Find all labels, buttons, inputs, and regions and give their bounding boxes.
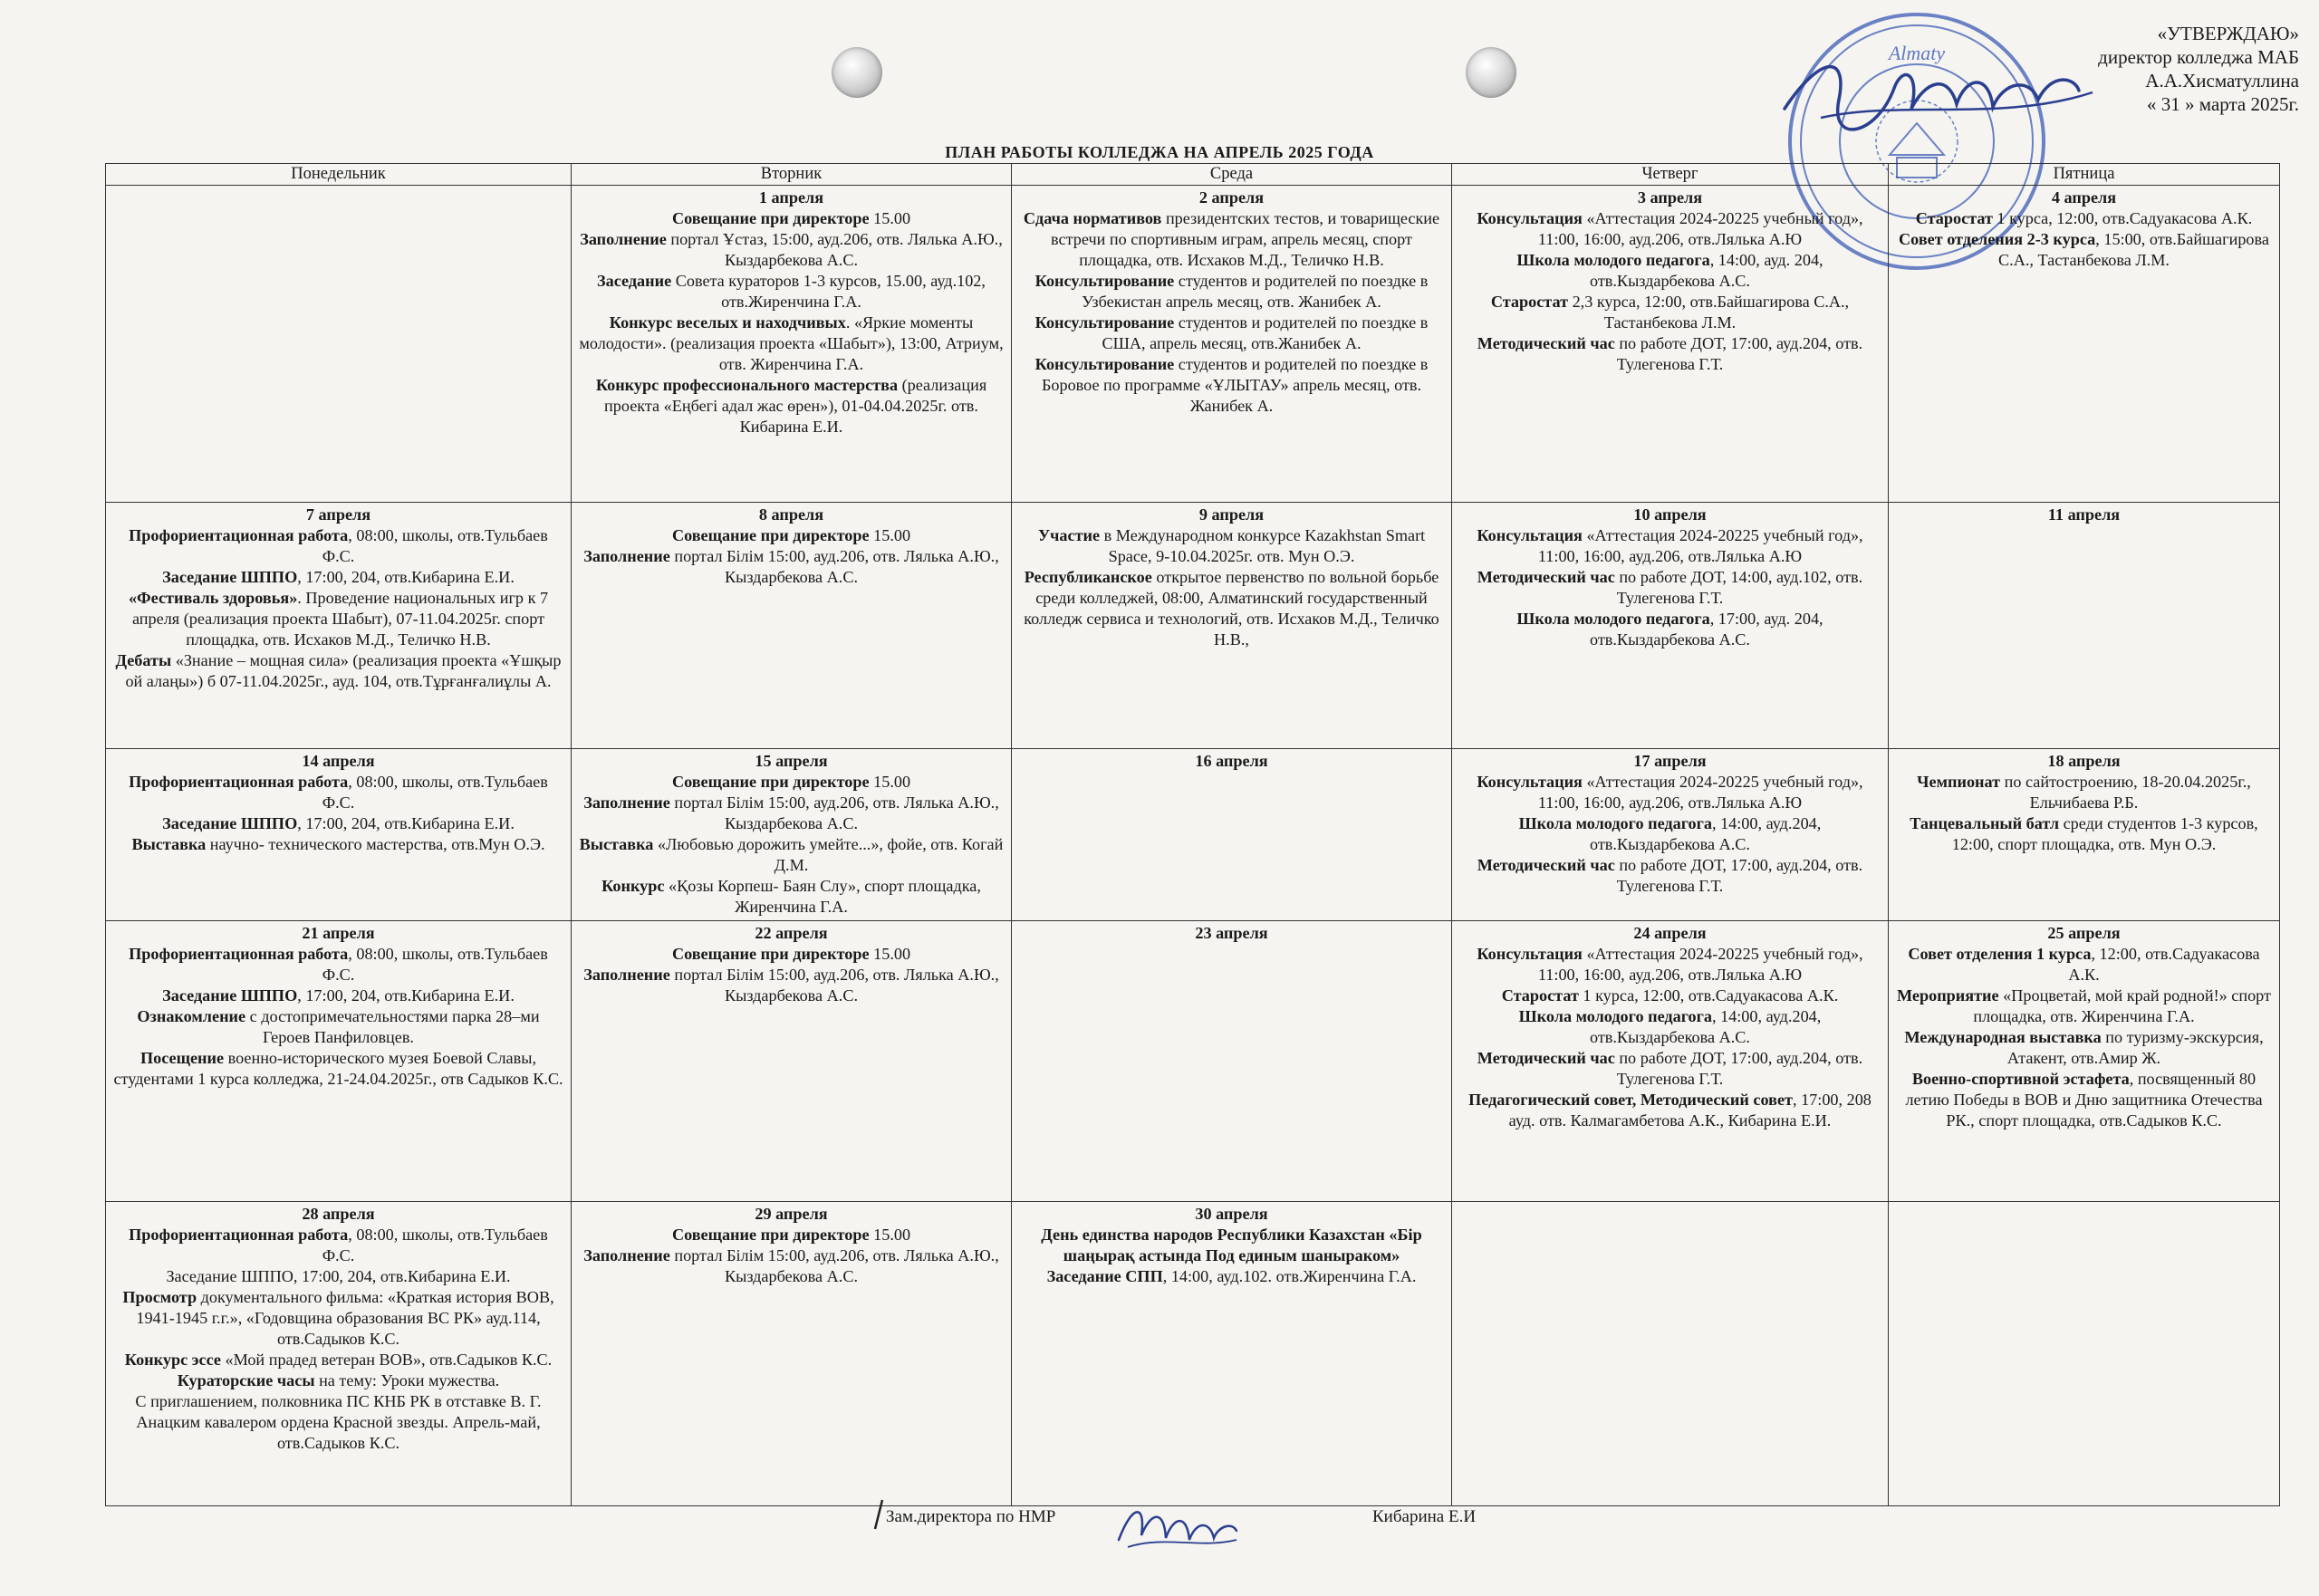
event-details: 15.00: [869, 209, 911, 227]
event-details: , 17:00, 204, отв.Кибарина Е.И.: [297, 986, 515, 1005]
plan-event: [1894, 985, 2274, 1027]
event-title: Совещание при директоре: [671, 945, 870, 963]
plan-event: [1894, 813, 2274, 855]
event-title: Старостат: [1915, 209, 1993, 227]
plan-event: [1458, 944, 1882, 985]
day-cell: [1012, 186, 1452, 503]
week-row: [106, 921, 2280, 1202]
event-title: Методический час: [1477, 334, 1615, 352]
event-title: Заседание ШППО: [162, 986, 298, 1005]
event-details: «Аттестация 2024-20225 учебный год», 11:00, 16:00, ауд.206, отв.Лялька А.Ю: [1537, 209, 1863, 248]
event-details: научно- технического мастерства, отв.Мун О.Э.: [206, 835, 545, 853]
event-details: документального фильма: «Краткая история ВОВ, 1941-1945 г.г.», «Годовщина образования ВС РК» ауд.114, отв.Садыков К.С.: [136, 1288, 554, 1348]
day-cell: [1012, 1202, 1452, 1506]
plan-event: [111, 1048, 565, 1090]
approval-director-name: А.А.Хисматуллина: [2145, 70, 2299, 91]
event-title: Кураторские часы: [177, 1371, 315, 1389]
event-details: 1 курса, 12:00, отв.Садуакасова А.К.: [1992, 209, 2253, 227]
day-date: 24 апреля: [1633, 924, 1707, 942]
event-details: «Знание – мощная сила» (реализация проекта «Ұшқыр ой алаңы») б 07-11.04.2025г., ауд. 104, отв.Тұрғанғалиұлы А.: [125, 651, 562, 690]
plan-event: [1017, 208, 1446, 271]
event-details: , 12:00, отв.Садуакасова А.К.: [2068, 945, 2260, 984]
plan-event: [1894, 944, 2274, 985]
event-details: с достопримечательностями парка 28–ми Героев Панфиловцев.: [245, 1007, 540, 1046]
day-cell: [572, 186, 1012, 503]
event-details: военно-исторического музея Боевой Славы, студентами 1 курса колледжа, 21-24.04.2025г., отв Садыков К.С.: [113, 1049, 563, 1088]
event-details: , 08:00, школы, отв.Тульбаев Ф.С.: [322, 945, 548, 984]
event-details: (реализация проекта «Еңбегі адал жас өрен»), 01-04.04.2025г. отв. Кибарина Е.И.: [604, 376, 987, 436]
event-details: портал Білім 15:00, ауд.206, отв. Лялька А.Ю., Кыздарбекова А.С.: [669, 547, 999, 586]
plan-event: [111, 944, 565, 985]
event-details: «Любовью дорожить умейте...», фойе, отв. Когай Д.М.: [653, 835, 1004, 874]
week-row: [106, 1202, 2280, 1506]
plan-event: [111, 567, 565, 588]
plan-event: [577, 834, 1006, 876]
day-date: 9 апреля: [1198, 505, 1265, 524]
plan-event: [577, 876, 1006, 918]
deputy-signature: [1110, 1495, 1246, 1558]
plan-event: [111, 1350, 565, 1370]
plan-event: [111, 588, 565, 650]
event-title: Консультирование: [1034, 313, 1175, 332]
day-cell: [1452, 749, 1889, 921]
day-cell: [572, 503, 1012, 749]
plan-event: [1017, 271, 1446, 312]
header-thursday: Четверг: [1452, 164, 1889, 186]
event-title: Школа молодого педагога: [1516, 610, 1710, 628]
event-title: Выставка: [579, 835, 654, 853]
event-details: портал Білім 15:00, ауд.206, отв. Лялька А.Ю., Кыздарбекова А.С.: [669, 793, 999, 832]
svg-text:Almaty: Almaty: [1888, 42, 1946, 64]
plan-event: [1017, 525, 1446, 567]
director-signature: [1766, 36, 2111, 145]
day-cell: [1452, 921, 1889, 1202]
day-date: 3 апреля: [1637, 188, 1703, 207]
punch-hole: [832, 47, 882, 98]
event-details: по работе ДОТ, 17:00, ауд.204, отв. Тулегенова Г.Т.: [1614, 856, 1863, 895]
plan-event: [1458, 208, 1882, 250]
event-details: , 14:00, ауд.102. отв.Жиренчина Г.А.: [1162, 1267, 1417, 1285]
event-title: Посещение: [140, 1049, 225, 1067]
punch-hole: [1466, 47, 1516, 98]
header-friday: Пятница: [1889, 164, 2280, 186]
event-title: Консультирование: [1034, 272, 1175, 290]
header-tuesday: Вторник: [572, 164, 1012, 186]
plan-event: [111, 1225, 565, 1266]
day-date: 16 апреля: [1195, 752, 1268, 770]
event-title: Методический час: [1477, 1049, 1615, 1067]
day-date: 17 апреля: [1633, 752, 1707, 770]
event-details: «Аттестация 2024-20225 учебный год», 11:00, 16:00, ауд.206, отв.Лялька А.Ю: [1537, 773, 1863, 812]
event-title: Педагогический совет, Методический совет: [1468, 1091, 1793, 1109]
day-date: 15 апреля: [755, 752, 828, 770]
header-monday: Понедельник: [106, 164, 572, 186]
event-details: студентов и родителей по поездке в США, апрель месяц, отв.Жанибек А.: [1102, 313, 1429, 352]
plan-event: [1017, 1266, 1446, 1287]
event-title: Заполнение: [583, 547, 670, 565]
event-details: «Мой прадед ветеран ВОВ», отв.Садыков К.С.: [220, 1351, 553, 1369]
event-details: . Проведение национальных игр к 7 апреля (реализация проекта Шабыт), 07-11.04.2025г. спорт площадка, отв. Исхаков М.Д., Теличко Н.В.: [131, 589, 549, 649]
event-details: Совета кураторов 1-3 курсов, 15.00, ауд.102, отв.Жиренчина Г.А.: [671, 272, 986, 311]
event-details: в Международном конкурсе Kazakhstan Smart Space, 9-10.04.2025г. отв. Мун О.Э.: [1100, 526, 1426, 565]
day-cell: [1012, 503, 1452, 749]
event-title: День единства народов Республики Казахстан «Бір шаңырақ астында Под единым шаныраком»: [1041, 1226, 1422, 1264]
event-title: Конкурс: [601, 877, 665, 895]
plan-event: [1894, 229, 2274, 271]
event-title: Военно-спортивной эстафета: [1911, 1070, 2130, 1088]
event-title: «Фестиваль здоровья»: [128, 589, 298, 607]
event-title: Профориентационная работа: [129, 1226, 349, 1244]
approval-position: директор колледжа МАБ: [2098, 46, 2299, 68]
event-title: Старостат: [1501, 986, 1579, 1005]
event-details: среди студентов 1-3 курсов, 12:00, спорт площадка, отв. Мун О.Э.: [1951, 814, 2258, 853]
footer-signatory-role: Зам.директора по НМР: [886, 1507, 1056, 1526]
event-title: Ознакомление: [137, 1007, 246, 1025]
event-details: , 15:00, отв.Байшагирова С.А., Тастанбекова Л.М.: [1998, 230, 2269, 269]
plan-event: [111, 772, 565, 813]
day-date: 21 апреля: [302, 924, 375, 942]
day-cell: [572, 749, 1012, 921]
event-title: Заседание ШППО: [162, 814, 298, 832]
event-details: 2,3 курса, 12:00, отв.Байшагирова С.А., Тастанбекова Л.М.: [1568, 293, 1850, 332]
day-cell: [1452, 503, 1889, 749]
plan-event: [1894, 772, 2274, 813]
plan-event: [1458, 609, 1882, 650]
day-date: 18 апреля: [2047, 752, 2121, 770]
event-details: президентских тестов, и товарищеские встречи по спортивным играм, апрель месяц, спорт площадка, отв. Исхаков М.Д., Теличко Н.В.: [1051, 209, 1440, 269]
day-cell: [106, 186, 572, 503]
day-cell: [1889, 1202, 2280, 1506]
event-details: «Аттестация 2024-20225 учебный год», 11:00, 16:00, ауд.206, отв.Лялька А.Ю: [1537, 945, 1863, 984]
event-title: Конкурс веселых и находчивых: [609, 313, 846, 332]
plan-event: [1458, 1006, 1882, 1048]
plan-event: [577, 375, 1006, 437]
plan-event: [1458, 525, 1882, 567]
day-cell: [1889, 749, 2280, 921]
plan-event: [111, 834, 565, 855]
week-row: [106, 503, 2280, 749]
day-date: 1 апреля: [758, 188, 824, 207]
event-details: 15.00: [869, 526, 911, 544]
plan-event: [577, 944, 1006, 965]
event-details: , 14:00, ауд.204, отв.Кыздарбекова А.С.: [1590, 814, 1822, 853]
event-details: «Процветай, мой край родной!» спорт площадка, отв. Жиренчина Г.А.: [1973, 986, 2271, 1025]
event-title: Республиканское: [1024, 568, 1152, 586]
event-title: Консультация: [1477, 773, 1583, 791]
day-cell: [106, 1202, 572, 1506]
plan-event: [1017, 312, 1446, 354]
event-title: Дебаты: [115, 651, 172, 669]
event-details: 1 курса, 12:00, отв.Садуакасова А.К.: [1578, 986, 1839, 1005]
plan-event: [1458, 567, 1882, 609]
event-title: Консультация: [1477, 945, 1583, 963]
plan-event: [577, 1245, 1006, 1287]
event-title: Заполнение: [583, 1246, 670, 1264]
day-date: 29 апреля: [755, 1205, 828, 1223]
day-cell: [1889, 921, 2280, 1202]
day-date: 2 апреля: [1198, 188, 1265, 207]
event-details: , 14:00, ауд.204, отв.Кыздарбекова А.С.: [1590, 1007, 1822, 1046]
event-details: , 17:00, 208 ауд. отв. Калмагамбетова А.К., Кибарина Е.И.: [1508, 1091, 1872, 1130]
event-title: Выставка: [131, 835, 207, 853]
plan-event: [1894, 1069, 2274, 1131]
event-details: по работе ДОТ, 14:00, ауд.102, отв. Тулегенова Г.Т.: [1614, 568, 1863, 607]
day-cell: [1452, 186, 1889, 503]
event-title: Консультация: [1477, 209, 1583, 227]
event-title: Совещание при директоре: [671, 773, 870, 791]
event-title: Совещание при директоре: [671, 209, 870, 227]
event-title: Старостат: [1490, 293, 1569, 311]
plan-event: [1458, 985, 1882, 1006]
plan-event: [577, 772, 1006, 793]
week-row: [106, 749, 2280, 921]
day-date: 30 апреля: [1195, 1205, 1268, 1223]
event-details: 15.00: [869, 773, 911, 791]
approval-date: « 31 » марта 2025г.: [2147, 93, 2299, 115]
event-details: , 17:00, 204, отв.Кибарина Е.И.: [297, 568, 515, 586]
day-date: 23 апреля: [1195, 924, 1268, 942]
event-details: «Аттестация 2024-20225 учебный год», 11:00, 16:00, ауд.206, отв.Лялька А.Ю: [1537, 526, 1863, 565]
plan-event: [577, 1225, 1006, 1245]
footer-signatory-name: Кибарина Е.И: [1372, 1507, 1477, 1526]
footer-tick-mark: [871, 1498, 886, 1531]
event-details: 15.00: [869, 1226, 911, 1244]
event-title: Заседание СПП: [1046, 1267, 1163, 1285]
event-details: , 14:00, ауд. 204, отв.Кыздарбекова А.С.: [1590, 251, 1823, 290]
day-cell: [106, 503, 572, 749]
plan-event: [1458, 855, 1882, 897]
day-cell: [572, 921, 1012, 1202]
day-date: 28 апреля: [302, 1205, 375, 1223]
plan-event: [111, 525, 565, 567]
plan-event: [111, 1266, 565, 1287]
day-date: 14 апреля: [302, 752, 375, 770]
plan-event: [111, 985, 565, 1006]
event-details: , 08:00, школы, отв.Тульбаев Ф.С.: [322, 526, 548, 565]
weekday-header-row: [106, 164, 2280, 186]
event-title: Совещание при директоре: [671, 1226, 870, 1244]
plan-event: [1458, 250, 1882, 292]
event-title: Конкурс профессионального мастерства: [595, 376, 899, 394]
event-title: Танцевальный батл: [1910, 814, 2060, 832]
event-title: Конкурс эссе: [124, 1351, 221, 1369]
plan-event: [577, 525, 1006, 546]
event-title: Школа молодого педагога: [1518, 1007, 1712, 1025]
plan-event: [1894, 1027, 2274, 1069]
plan-event: [577, 793, 1006, 834]
monthly-plan-table: [105, 163, 2280, 1506]
plan-event: [577, 271, 1006, 312]
plan-event: [577, 965, 1006, 1006]
plan-event: [111, 650, 565, 692]
plan-event: [1458, 1090, 1882, 1131]
plan-event: [1458, 1048, 1882, 1090]
event-title: Профориентационная работа: [129, 945, 349, 963]
event-title: Совет отделения 1 курса: [1908, 945, 2092, 963]
event-title: Участие: [1037, 526, 1101, 544]
event-details: С приглашением, полковника ПС КНБ РК в отставке В. Г. Анацким кавалером ордена Красной звезды. Апрель-май, отв.Садыков К.С.: [135, 1392, 542, 1452]
event-details: портал Білім 15:00, ауд.206, отв. Лялька А.Ю., Кыздарбекова А.С.: [669, 1246, 999, 1285]
day-date: 8 апреля: [758, 505, 824, 524]
event-title: Международная выставка: [1904, 1028, 2102, 1046]
event-details: , посвященный 80 летию Победы в ВОВ и Дню защитника Отечества РК., спорт площадка, отв.Садыков К.С.: [1905, 1070, 2263, 1130]
day-cell: [1452, 1202, 1889, 1506]
event-details: по работе ДОТ, 17:00, ауд.204, отв. Тулегенова Г.Т.: [1614, 334, 1863, 373]
day-date: 25 апреля: [2047, 924, 2121, 942]
event-details: по туризму-экскурсия, Атакент, отв.Амир Ж.: [2006, 1028, 2264, 1067]
plan-event: [111, 1370, 565, 1391]
plan-event: [1458, 772, 1882, 813]
event-title: Совещание при директоре: [671, 526, 870, 544]
day-cell: [1012, 921, 1452, 1202]
event-details: по работе ДОТ, 17:00, ауд.204, отв. Тулегенова Г.Т.: [1614, 1049, 1863, 1088]
plan-event: [1017, 567, 1446, 650]
event-details: , 17:00, 204, отв.Кибарина Е.И.: [297, 814, 515, 832]
event-details: студентов и родителей по поездке в Боровое по программе «ҰЛЫТАУ» апрель месяц, отв. Жанибек А.: [1041, 355, 1429, 415]
event-details: студентов и родителей по поездке в Узбекистан апрель месяц, отв. Жанибек А.: [1082, 272, 1429, 311]
plan-event: [1458, 292, 1882, 333]
plan-event: [111, 813, 565, 834]
event-title: Консультация: [1477, 526, 1583, 544]
day-date: 10 апреля: [1633, 505, 1707, 524]
week-row: [106, 186, 2280, 503]
plan-event: [1458, 813, 1882, 855]
plan-event: [577, 312, 1006, 375]
event-title: Заседание ШППО: [162, 568, 298, 586]
document-title: ПЛАН РАБОТЫ КОЛЛЕДЖА НА АПРЕЛЬ 2025 ГОДА: [945, 143, 1374, 161]
event-details: портал Білім 15:00, ауд.206, отв. Лялька А.Ю., Кыздарбекова А.С.: [669, 966, 999, 1005]
plan-event: [1458, 333, 1882, 375]
event-details: , 17:00, ауд. 204, отв.Кыздарбекова А.С.: [1590, 610, 1823, 649]
plan-event: [577, 229, 1006, 271]
event-title: Профориентационная работа: [129, 526, 349, 544]
plan-event: [1017, 1225, 1446, 1266]
day-date: 4 апреля: [2051, 188, 2117, 207]
event-title: Заполнение: [580, 230, 667, 248]
event-title: Сдача нормативов: [1023, 209, 1162, 227]
event-title: Профориентационная работа: [129, 773, 349, 791]
event-details: Заседание ШППО, 17:00, 204, отв.Кибарина Е.И.: [166, 1267, 511, 1285]
plan-event: [1017, 354, 1446, 417]
plan-event: [111, 1006, 565, 1048]
event-title: Заполнение: [583, 966, 670, 984]
plan-event: [577, 546, 1006, 588]
event-details: , 08:00, школы, отв.Тульбаев Ф.С.: [322, 773, 548, 812]
event-details: на тему: Уроки мужества.: [314, 1371, 500, 1389]
event-title: Заполнение: [583, 793, 670, 812]
plan-event: [577, 208, 1006, 229]
event-details: по сайтостроению, 18-20.04.2025г., Ельчибаева Р.Б.: [2000, 773, 2251, 812]
event-title: Чемпионат: [1917, 773, 2001, 791]
event-title: Методический час: [1477, 568, 1615, 586]
event-details: открытое первенство по вольной борьбе среди колледжей, 08:00, Алматинский государственный колледж сервиса и технологий, отв. Исхаков М.Д., Теличко Н.В.,: [1024, 568, 1439, 649]
event-title: Заседание: [597, 272, 672, 290]
day-date: 11 апреля: [2047, 505, 2121, 524]
day-date: 7 апреля: [305, 505, 371, 524]
day-cell: [1012, 749, 1452, 921]
event-title: Мероприятие: [1897, 986, 1999, 1005]
event-title: Совет отделения 2-3 курса: [1899, 230, 2096, 248]
header-wednesday: Среда: [1012, 164, 1452, 186]
event-title: Консультирование: [1034, 355, 1175, 373]
approval-block: [2098, 22, 2299, 116]
day-cell: [106, 749, 572, 921]
day-cell: [572, 1202, 1012, 1506]
event-title: Школа молодого педагога: [1518, 814, 1712, 832]
event-details: . «Яркие моменты молодости». (реализация проекта «Шабыт»), 13:00, Атриум, отв. Жиренчина Г.А.: [579, 313, 1004, 373]
event-title: Методический час: [1477, 856, 1615, 874]
plan-event: [1894, 208, 2274, 229]
plan-event: [111, 1287, 565, 1350]
day-cell: [106, 921, 572, 1202]
event-details: , 08:00, школы, отв.Тульбаев Ф.С.: [322, 1226, 548, 1264]
plan-event: [111, 1391, 565, 1454]
event-details: портал Ұстаз, 15:00, ауд.206, отв. Лялька А.Ю., Кыздарбекова А.С.: [666, 230, 1003, 269]
approval-heading: «УТВЕРЖДАЮ»: [2157, 23, 2299, 44]
day-cell: [1889, 503, 2280, 749]
day-cell: [1889, 186, 2280, 503]
event-details: 15.00: [869, 945, 911, 963]
day-date: 22 апреля: [755, 924, 828, 942]
event-title: Школа молодого педагога: [1516, 251, 1710, 269]
event-details: «Қозы Корпеш- Баян Слу», спорт площадка, Жиренчина Г.А.: [664, 877, 981, 916]
event-title: Просмотр: [122, 1288, 197, 1306]
